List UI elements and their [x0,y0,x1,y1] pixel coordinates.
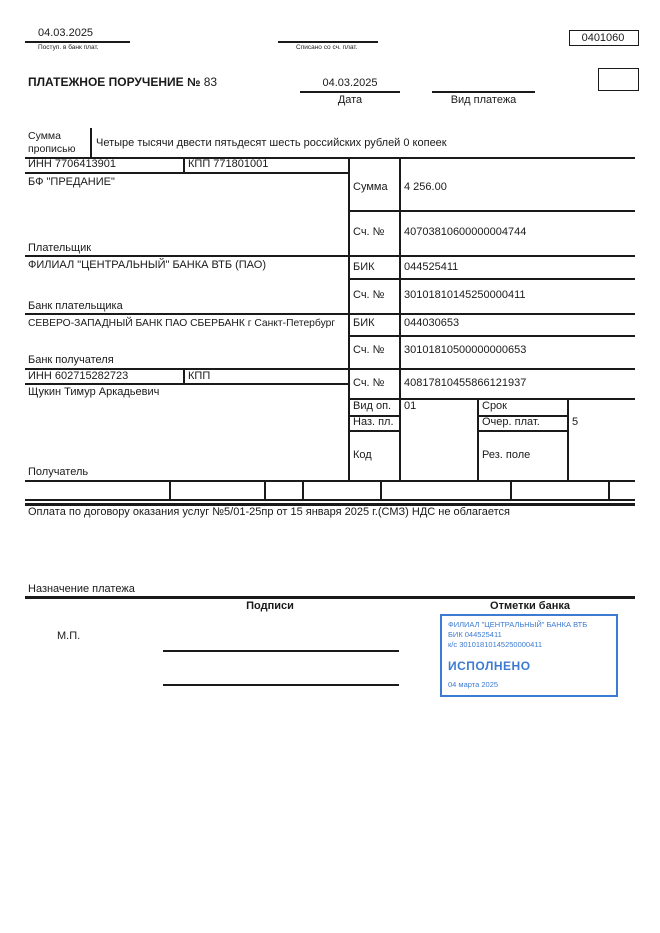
payer-bank-account: 30101810145250000411 [404,289,526,301]
payee-bank-bik: 044030653 [404,317,460,329]
stamp-place-label: М.П. [57,630,81,642]
stamp-bank-name: ФИЛИАЛ "ЦЕНТРАЛЬНЫЙ" БАНКА ВТБ [448,620,588,629]
payee-account: 40817810455866121937 [404,377,527,389]
strip-divider [169,481,171,499]
document-title [28,76,217,89]
payee-bank-bik-label: БИК [353,317,375,329]
table-line [348,430,400,432]
table-line [348,157,350,481]
received-date-underline [25,41,130,43]
operation-type-label: Вид оп. [353,400,392,412]
sum-value: 4 256.00 [404,181,447,193]
date-underline [300,91,400,93]
table-line [348,335,635,337]
status-box-empty [598,68,639,91]
table-line [477,398,479,481]
payer-bank-name: ФИЛИАЛ "ЦЕНТРАЛЬНЫЙ" БАНКА ВТБ (ПАО) [28,259,266,271]
amount-words-divider [90,128,92,157]
payee-bank-name: СЕВЕРО-ЗАПАДНЫЙ БАНК ПАО СБЕРБАНК г Санкт-Петербург [28,318,336,329]
payee-bank-account: 30101810500000000653 [404,344,527,356]
stamp-corr-account: к/с 30101810145250000411 [448,640,543,649]
table-line [183,157,185,172]
form-code-box [569,30,639,46]
table-line [25,255,635,257]
sum-label: Сумма [353,181,388,193]
payment-purpose-label: Назначение платежа [28,583,135,595]
signature-line-2 [163,684,399,686]
priority-value: 5 [572,416,579,428]
strip-divider [608,481,610,499]
strip-divider [264,481,266,499]
payee-bank-account-label: Сч. № [353,344,385,356]
signature-line-1 [163,650,399,652]
signatures-label: Подписи [246,600,294,612]
table-line [183,368,185,383]
stamp-date: 04 марта 2025 [448,680,499,689]
payment-type-label: Вид платежа [450,94,517,106]
table-line [348,210,635,212]
date-label: Дата [337,94,363,106]
payment-purpose-text: Оплата по договору оказания услуг №5/01-25пр от 15 января 2025 г.(СМЗ) НДС не облагается [28,506,511,518]
payer-bank-bik-label: БИК [353,261,375,273]
payee-name: Щукин Тимур Аркадьевич [28,386,160,398]
document-number: 83 [203,75,218,89]
strip-bottom-line [25,499,635,501]
payer-name: БФ "ПРЕДАНИЕ" [28,176,115,188]
table-line [567,398,569,481]
purpose-code-label: Наз. пл. [353,416,394,428]
purpose-separator [25,596,635,599]
table-line [25,313,635,315]
payer-bank-bik: 044525411 [404,261,459,273]
strip-divider [510,481,512,499]
payer-inn: ИНН 7706413901 [28,158,117,170]
strip-divider [302,481,304,499]
form-code: 0401060 [581,32,625,44]
table-line [477,430,567,432]
bank-stamp [440,614,618,697]
table-line [25,480,635,482]
payee-inn: ИНН 602715282723 [28,370,129,382]
debited-from-account-label: Списано со сч. плат. [296,44,358,51]
payer-account-label: Сч. № [353,226,385,238]
amount-in-words: Четыре тысячи двести пятьдесят шесть российских рублей 0 копеек [96,137,447,149]
document-date: 04.03.2025 [322,77,378,89]
code-label: Код [353,449,372,461]
received-in-bank-label: Поступ. в банк плат. [38,44,99,51]
payment-type-underline [432,91,535,93]
payer-account: 40703810600000004744 [404,226,527,238]
reserve-field-label: Рез. поле [482,449,531,461]
payer-bank-label: Банк плательщика [28,300,123,312]
payee-account-label: Сч. № [353,377,385,389]
priority-label: Очер. плат. [482,416,540,428]
payer-bank-account-label: Сч. № [353,289,385,301]
table-line [399,157,401,481]
payer-label: Плательщик [28,242,92,254]
title-text: ПЛАТЕЖНОЕ ПОРУЧЕНИЕ № [28,75,201,89]
payee-label: Получатель [28,466,89,478]
amount-in-words-label: Сумма прописью [28,130,76,155]
strip-divider [380,481,382,499]
payee-bank-label: Банк получателя [28,354,114,366]
table-line [25,383,348,385]
table-line [25,172,348,174]
payer-kpp: КПП 771801001 [188,158,269,170]
received-in-bank-date: 04.03.2025 [38,27,94,39]
table-line [348,278,635,280]
bank-marks-label: Отметки банка [490,600,570,612]
debited-date-underline [278,41,378,43]
payee-kpp: КПП [188,370,211,382]
operation-type-value: 01 [404,400,417,412]
stamp-bik: БИК 044525411 [448,630,502,639]
term-label: Срок [482,400,507,412]
table-line [25,157,635,159]
stamp-status: ИСПОЛНЕНО [448,659,531,673]
